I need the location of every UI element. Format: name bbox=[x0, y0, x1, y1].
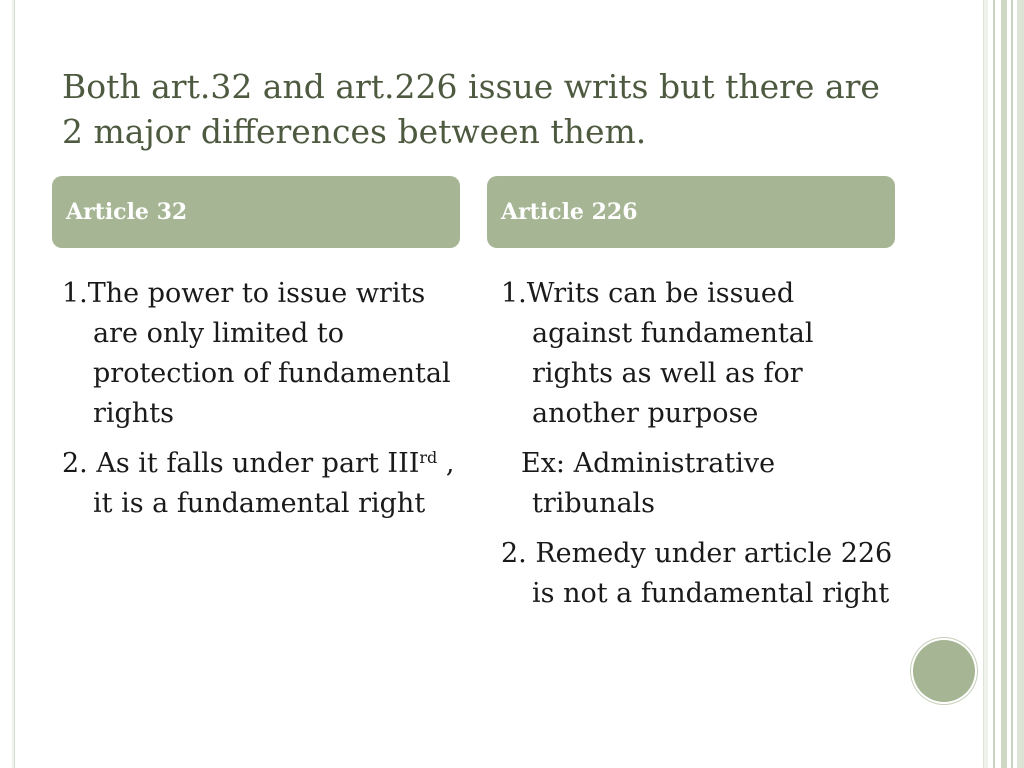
slide-frame-right bbox=[983, 0, 1024, 768]
column-header-label: Article 226 bbox=[501, 199, 638, 225]
ordinal-suffix: rd bbox=[419, 448, 438, 467]
frame-stripe bbox=[1001, 0, 1007, 768]
slide-title: Both art.32 and art.226 issue writs but there are 2 major differences between them. bbox=[62, 67, 880, 151]
slide-frame-left bbox=[0, 0, 15, 768]
list-item-text: 2. As it falls under part III bbox=[62, 448, 420, 479]
frame-stripe bbox=[1017, 0, 1024, 768]
column-header-article-32 bbox=[52, 176, 460, 248]
frame-stripe bbox=[993, 0, 995, 768]
list-item bbox=[62, 444, 462, 524]
column-article-32 bbox=[62, 274, 462, 534]
list-item: 1.The power to issue writs are only limited to protection of fundamental rights bbox=[62, 278, 451, 429]
list-item-example: Ex: Administrative tribunals bbox=[521, 448, 776, 519]
column-header-article-226 bbox=[487, 176, 895, 248]
frame-stripe bbox=[984, 0, 988, 768]
decorative-circle bbox=[913, 640, 975, 702]
column-header-label: Article 32 bbox=[66, 199, 188, 225]
list-item: 2. Remedy under article 226 is not a fundamental right bbox=[501, 538, 893, 609]
column-article-226 bbox=[501, 274, 901, 624]
list-item-text: , it is a fundamental right bbox=[93, 448, 455, 519]
list-item: 1.Writs can be issued against fundamental rights as well as for another purpose bbox=[501, 278, 814, 429]
frame-stripe bbox=[1011, 0, 1013, 768]
